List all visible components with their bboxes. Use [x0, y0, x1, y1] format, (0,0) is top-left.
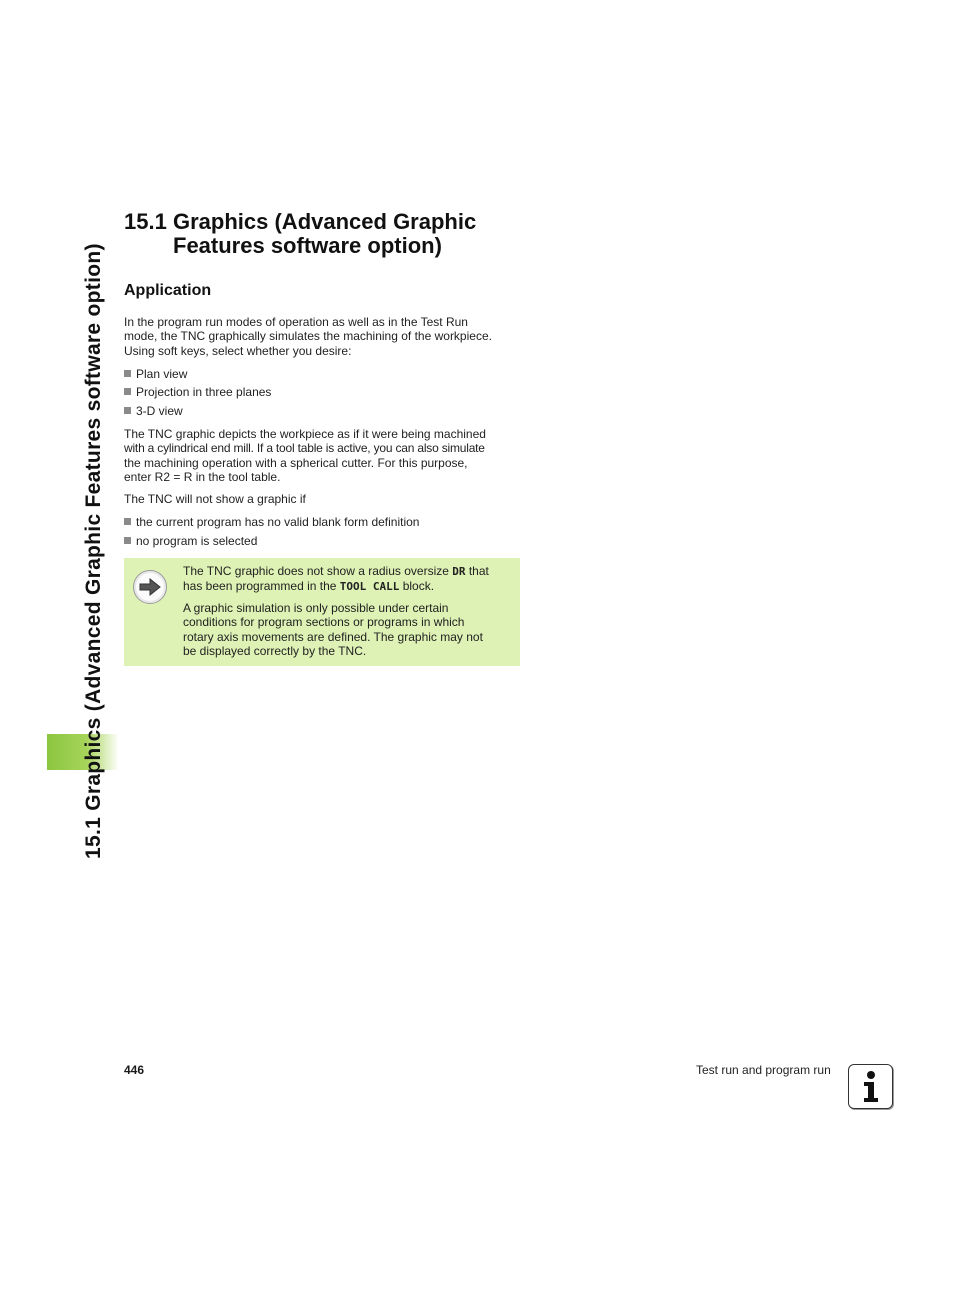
note-paragraph-2: A graphic simulation is only possible under certain conditions for program sections or programs in which rotary axis movements are defined. The graphic may not be displayed correctly by the TNC.: [183, 601, 483, 659]
intro-line: In the program run modes of operation as well as in the Test Run: [124, 315, 468, 329]
chapter-number: 15.1: [124, 209, 167, 234]
bullet-square-icon: [124, 407, 131, 414]
code-tool-call: TOOL CALL: [339, 580, 400, 594]
bullet-square-icon: [124, 537, 131, 544]
chapter-title-line1: Graphics (Advanced Graphic: [173, 209, 477, 234]
list-item: no program is selected: [124, 534, 257, 548]
bullet-square-icon: [124, 518, 131, 525]
section-heading: Application: [124, 282, 212, 299]
paragraph-line: The TNC graphic depicts the workpiece as if it were being machined: [124, 427, 486, 441]
note-paragraph-1: The TNC graphic does not show a radius oversize DR that has been programmed in the TOOL CALL block.: [183, 564, 489, 594]
bullet-square-icon: [124, 370, 131, 377]
cutter-paragraph: [124, 427, 534, 485]
arrow-right-icon: [133, 570, 167, 604]
bullet-square-icon: [124, 388, 131, 395]
intro-line: Using soft keys, select whether you desire:: [124, 343, 352, 358]
list-item: Plan view: [124, 367, 187, 381]
intro-paragraph: [124, 315, 524, 358]
paragraph-line: with a cylindrical end mill. If a tool table is active, you can also simulate: [124, 441, 485, 456]
chapter-title-line2: Features software option): [173, 233, 442, 258]
paragraph-line: the machining operation with a spherical cutter. For this purpose,: [124, 455, 468, 470]
side-chapter-title: 15.1 Graphics (Advanced Graphic Features software option): [82, 243, 105, 859]
info-icon: [848, 1064, 893, 1109]
note-box: [124, 558, 520, 666]
page-number: 446: [124, 1063, 145, 1077]
chapter-heading: [124, 210, 476, 258]
paragraph-line: enter R2 = R in the tool table.: [124, 470, 281, 485]
list-item: the current program has no valid blank form definition: [124, 515, 419, 529]
footer-chapter-title: Test run and program run: [696, 1063, 831, 1077]
no-graphic-intro: The TNC will not show a graphic if: [124, 492, 306, 506]
list-item: 3-D view: [124, 404, 183, 418]
intro-line: mode, the TNC graphically simulates the machining of the workpiece.: [124, 329, 492, 344]
code-dr: DR: [452, 565, 466, 578]
list-item: Projection in three planes: [124, 385, 271, 399]
